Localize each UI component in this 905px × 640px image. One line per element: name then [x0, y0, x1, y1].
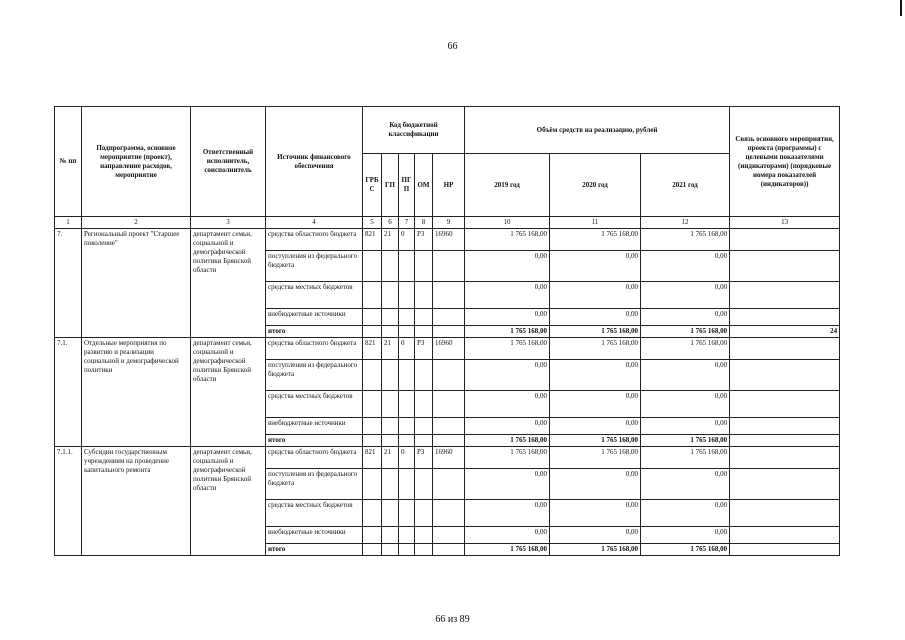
amount-2020: 0,00	[550, 251, 641, 282]
amount-2019: 1 765 168,00	[465, 338, 550, 360]
code-gp: 21	[382, 229, 399, 251]
source-cell: средства местных бюджетов	[266, 282, 363, 309]
code-empty	[415, 360, 433, 391]
header-nr: НР	[433, 154, 465, 217]
amount-2021: 0,00	[641, 500, 730, 527]
executor-cell: департамент семьи, социальной и демографической политики Брянской области	[191, 447, 266, 556]
amount-2020: 1 765 168,00	[550, 544, 641, 556]
header-subprogram: Подпрограмма, основное мероприятие (проект), направление расходов, мероприятие	[82, 107, 191, 217]
measure-name: Субсидии государственным учреждениям на проведение капитального ремонта	[82, 447, 191, 556]
amount-2021: 1 765 168,00	[641, 326, 730, 338]
amount-2019: 1 765 168,00	[465, 435, 550, 447]
amount-2019: 1 765 168,00	[465, 447, 550, 469]
code-gp: 21	[382, 338, 399, 360]
code-empty	[433, 326, 465, 338]
code-empty	[363, 326, 382, 338]
col-num: 5	[363, 217, 382, 229]
code-empty	[433, 469, 465, 500]
code-empty	[415, 500, 433, 527]
indicator-empty	[730, 500, 840, 527]
source-cell: внебюджетные источники	[266, 527, 363, 544]
indicator-empty	[730, 527, 840, 544]
amount-2020: 0,00	[550, 469, 641, 500]
code-empty	[399, 469, 415, 500]
code-empty	[399, 360, 415, 391]
amount-2021: 1 765 168,00	[641, 544, 730, 556]
col-num: 12	[641, 217, 730, 229]
code-empty	[433, 418, 465, 435]
amount-2019: 0,00	[465, 391, 550, 418]
code-empty	[399, 418, 415, 435]
code-empty	[415, 251, 433, 282]
amount-2019: 0,00	[465, 309, 550, 326]
header-2019: 2019 год	[465, 154, 550, 217]
column-numbers-row	[55, 217, 840, 229]
amount-2020: 1 765 168,00	[550, 326, 641, 338]
amount-2021: 1 765 168,00	[641, 435, 730, 447]
code-empty	[363, 391, 382, 418]
code-empty	[415, 326, 433, 338]
code-empty	[433, 251, 465, 282]
amount-2020: 0,00	[550, 360, 641, 391]
row-number: 7.1.1.	[55, 447, 82, 556]
col-num: 6	[382, 217, 399, 229]
executor-cell: департамент семьи, социальной и демографической политики Брянской области	[191, 229, 266, 338]
col-num: 13	[730, 217, 840, 229]
code-empty	[399, 251, 415, 282]
code-empty	[382, 326, 399, 338]
amount-2021: 0,00	[641, 251, 730, 282]
code-om: P3	[415, 338, 433, 360]
source-cell: средства областного бюджета	[266, 229, 363, 251]
code-empty	[363, 527, 382, 544]
amount-2021: 0,00	[641, 360, 730, 391]
header-volume: Объём средств на реализацию, рублей	[465, 107, 730, 154]
indicator-empty	[730, 469, 840, 500]
row-number: 7.1.	[55, 338, 82, 447]
col-num: 10	[465, 217, 550, 229]
code-empty	[382, 360, 399, 391]
amount-2019: 0,00	[465, 418, 550, 435]
source-cell: итого	[266, 326, 363, 338]
amount-2021: 1 765 168,00	[641, 447, 730, 469]
code-empty	[382, 527, 399, 544]
code-empty	[382, 500, 399, 527]
amount-2021: 0,00	[641, 527, 730, 544]
code-empty	[399, 500, 415, 527]
row-number: 7.	[55, 229, 82, 338]
header-link: Связь основного мероприятия, проекта (программы) с целевыми показателями (индикаторами) (порядковые номера показателей (индикаторов))	[730, 107, 840, 217]
measure-name: Региональный проект "Старшее поколение"	[82, 229, 191, 338]
indicator-cell	[730, 544, 840, 556]
code-empty	[399, 326, 415, 338]
code-empty	[433, 391, 465, 418]
col-num: 7	[399, 217, 415, 229]
page-number-top: 66	[447, 41, 458, 52]
amount-2020: 0,00	[550, 391, 641, 418]
code-empty	[415, 282, 433, 309]
header-om: ОМ	[415, 154, 433, 217]
header-gp: ГП	[382, 154, 399, 217]
col-num: 9	[433, 217, 465, 229]
amount-2020: 0,00	[550, 500, 641, 527]
code-empty	[399, 435, 415, 447]
code-empty	[415, 418, 433, 435]
col-num: 3	[191, 217, 266, 229]
col-num: 4	[266, 217, 363, 229]
code-empty	[433, 309, 465, 326]
amount-2019: 0,00	[465, 500, 550, 527]
amount-2020: 0,00	[550, 309, 641, 326]
measure-name: Отдельные мероприятия по развитию и реализации социальной и демографической политики	[82, 338, 191, 447]
col-num: 1	[55, 217, 82, 229]
code-pgp: 0	[399, 338, 415, 360]
amount-2019: 1 765 168,00	[465, 544, 550, 556]
code-empty	[433, 527, 465, 544]
source-cell: итого	[266, 544, 363, 556]
code-empty	[363, 309, 382, 326]
source-cell: поступления из федерального бюджета	[266, 251, 363, 282]
indicator-empty	[730, 418, 840, 435]
header-2021: 2021 год	[641, 154, 730, 217]
indicator-empty	[730, 360, 840, 391]
code-empty	[433, 435, 465, 447]
amount-2019: 0,00	[465, 527, 550, 544]
source-cell: средства местных бюджетов	[266, 391, 363, 418]
code-empty	[415, 544, 433, 556]
indicator-cell	[730, 435, 840, 447]
code-pgp: 0	[399, 447, 415, 469]
amount-2020: 1 765 168,00	[550, 229, 641, 251]
code-pgp: 0	[399, 229, 415, 251]
code-empty	[433, 360, 465, 391]
code-empty	[363, 360, 382, 391]
indicator-empty	[730, 309, 840, 326]
code-empty	[415, 391, 433, 418]
col-num: 2	[82, 217, 191, 229]
code-nr: 16960	[433, 229, 465, 251]
amount-2019: 0,00	[465, 282, 550, 309]
edge-mark	[900, 0, 902, 16]
code-om: P3	[415, 229, 433, 251]
header-grbs: ГРБ С	[363, 154, 382, 217]
indicator-empty	[730, 391, 840, 418]
table-row	[55, 229, 840, 251]
budget-table	[54, 106, 840, 556]
indicator-empty	[730, 447, 840, 469]
indicator-cell: 24	[730, 326, 840, 338]
code-empty	[363, 469, 382, 500]
amount-2021: 0,00	[641, 282, 730, 309]
amount-2020: 1 765 168,00	[550, 338, 641, 360]
code-empty	[363, 435, 382, 447]
code-empty	[363, 282, 382, 309]
code-nr: 16960	[433, 338, 465, 360]
header-executor: Ответственный исполнитель, соисполнитель	[191, 107, 266, 217]
code-empty	[415, 309, 433, 326]
source-cell: поступления из федерального бюджета	[266, 469, 363, 500]
code-grbs: 821	[363, 229, 382, 251]
header-no: № пп	[55, 107, 82, 217]
amount-2019: 0,00	[465, 251, 550, 282]
code-empty	[399, 391, 415, 418]
code-empty	[382, 418, 399, 435]
code-empty	[433, 500, 465, 527]
code-om: P3	[415, 447, 433, 469]
source-cell: средства областного бюджета	[266, 338, 363, 360]
table-body	[55, 229, 840, 556]
code-gp: 21	[382, 447, 399, 469]
amount-2019: 0,00	[465, 469, 550, 500]
code-nr: 16960	[433, 447, 465, 469]
source-cell: средства областного бюджета	[266, 447, 363, 469]
amount-2021: 0,00	[641, 469, 730, 500]
code-empty	[382, 469, 399, 500]
code-empty	[363, 251, 382, 282]
amount-2021: 0,00	[641, 309, 730, 326]
header-pgp: ПГ П	[399, 154, 415, 217]
code-empty	[399, 544, 415, 556]
amount-2021: 0,00	[641, 391, 730, 418]
header-row-1	[55, 107, 840, 154]
code-empty	[399, 282, 415, 309]
indicator-empty	[730, 251, 840, 282]
header-source: Источник финансового обеспечения	[266, 107, 363, 217]
code-empty	[433, 544, 465, 556]
amount-2020: 0,00	[550, 418, 641, 435]
code-grbs: 821	[363, 338, 382, 360]
col-num: 8	[415, 217, 433, 229]
code-empty	[363, 500, 382, 527]
source-cell: итого	[266, 435, 363, 447]
source-cell: внебюджетные источники	[266, 418, 363, 435]
table-row	[55, 338, 840, 360]
table-row	[55, 447, 840, 469]
code-empty	[399, 309, 415, 326]
code-empty	[415, 469, 433, 500]
code-empty	[382, 309, 399, 326]
code-empty	[382, 544, 399, 556]
source-cell: поступления из федерального бюджета	[266, 360, 363, 391]
code-empty	[415, 435, 433, 447]
amount-2020: 1 765 168,00	[550, 435, 641, 447]
amount-2020: 0,00	[550, 527, 641, 544]
amount-2021: 1 765 168,00	[641, 338, 730, 360]
indicator-empty	[730, 229, 840, 251]
code-empty	[382, 282, 399, 309]
code-empty	[382, 251, 399, 282]
amount-2020: 0,00	[550, 282, 641, 309]
page-number-bottom: 66 из 89	[435, 614, 470, 625]
header-budget-code: Код бюджетной классификации	[363, 107, 465, 154]
code-empty	[415, 527, 433, 544]
code-grbs: 821	[363, 447, 382, 469]
amount-2021: 1 765 168,00	[641, 229, 730, 251]
amount-2019: 0,00	[465, 360, 550, 391]
executor-cell: департамент семьи, социальной и демографической политики Брянской области	[191, 338, 266, 447]
source-cell: внебюджетные источники	[266, 309, 363, 326]
code-empty	[363, 418, 382, 435]
code-empty	[382, 435, 399, 447]
amount-2019: 1 765 168,00	[465, 326, 550, 338]
indicator-empty	[730, 282, 840, 309]
code-empty	[363, 544, 382, 556]
code-empty	[399, 527, 415, 544]
indicator-empty	[730, 338, 840, 360]
amount-2019: 1 765 168,00	[465, 229, 550, 251]
code-empty	[382, 391, 399, 418]
code-empty	[433, 282, 465, 309]
source-cell: средства местных бюджетов	[266, 500, 363, 527]
amount-2020: 1 765 168,00	[550, 447, 641, 469]
amount-2021: 0,00	[641, 418, 730, 435]
header-2020: 2020 год	[550, 154, 641, 217]
col-num: 11	[550, 217, 641, 229]
